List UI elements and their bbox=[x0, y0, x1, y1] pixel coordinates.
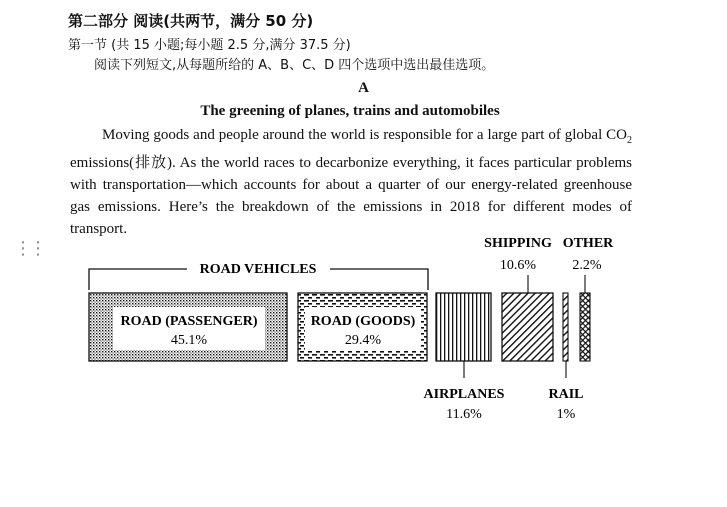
paragraph-text-end: emissions(排放). As the world races to decarbonize everything, it faces particular problems with transportation—which accounts for about a quarter of our energy-related greenhouse gas emissions. Here’s the breakdown of the emissions in 2018 for different modes of transport. bbox=[70, 155, 632, 237]
value-label-road-goods: 29.4% bbox=[344, 333, 382, 348]
value-label-other: 2.2% bbox=[572, 258, 602, 273]
category-label-rail: RAIL bbox=[548, 387, 584, 402]
group-label-road-vehicles: ROAD VEHICLES bbox=[199, 262, 317, 277]
value-label-shipping: 10.6% bbox=[499, 258, 537, 273]
bar-airplanes bbox=[436, 293, 491, 361]
section-title: 第一节 (共 15 小题;每小题 2.5 分,满分 37.5 分) bbox=[68, 38, 351, 53]
category-label-other: OTHER bbox=[562, 236, 614, 251]
co2-subscript: 2 bbox=[627, 135, 632, 146]
category-label-road-passenger: ROAD (PASSENGER) bbox=[120, 314, 258, 329]
passage-label: A bbox=[358, 80, 369, 96]
value-label-rail: 1% bbox=[556, 407, 576, 422]
instruction-text: 阅读下列短文,从每题所给的 A、B、C、D 四个选项中选出最佳选项。 bbox=[94, 58, 495, 73]
passage-title: The greening of planes, trains and automobiles bbox=[200, 103, 500, 119]
value-label-airplanes: 11.6% bbox=[446, 407, 482, 422]
paragraph-text-start: Moving goods and people around the world is responsible for a large part of global CO bbox=[102, 127, 627, 143]
part-title: 第二部分 阅读(共两节，满分 50 分) bbox=[68, 12, 314, 30]
value-label-road-passenger: 45.1% bbox=[170, 333, 208, 348]
category-label-road-goods: ROAD (GOODS) bbox=[310, 314, 416, 329]
bar-other bbox=[580, 293, 590, 361]
category-label-airplanes: AIRPLANES bbox=[423, 387, 505, 402]
drag-handle-icon[interactable]: ⋮⋮ bbox=[14, 238, 44, 259]
bar-shipping bbox=[502, 293, 553, 361]
bar-rail bbox=[563, 293, 568, 361]
category-label-shipping: SHIPPING bbox=[484, 236, 552, 251]
